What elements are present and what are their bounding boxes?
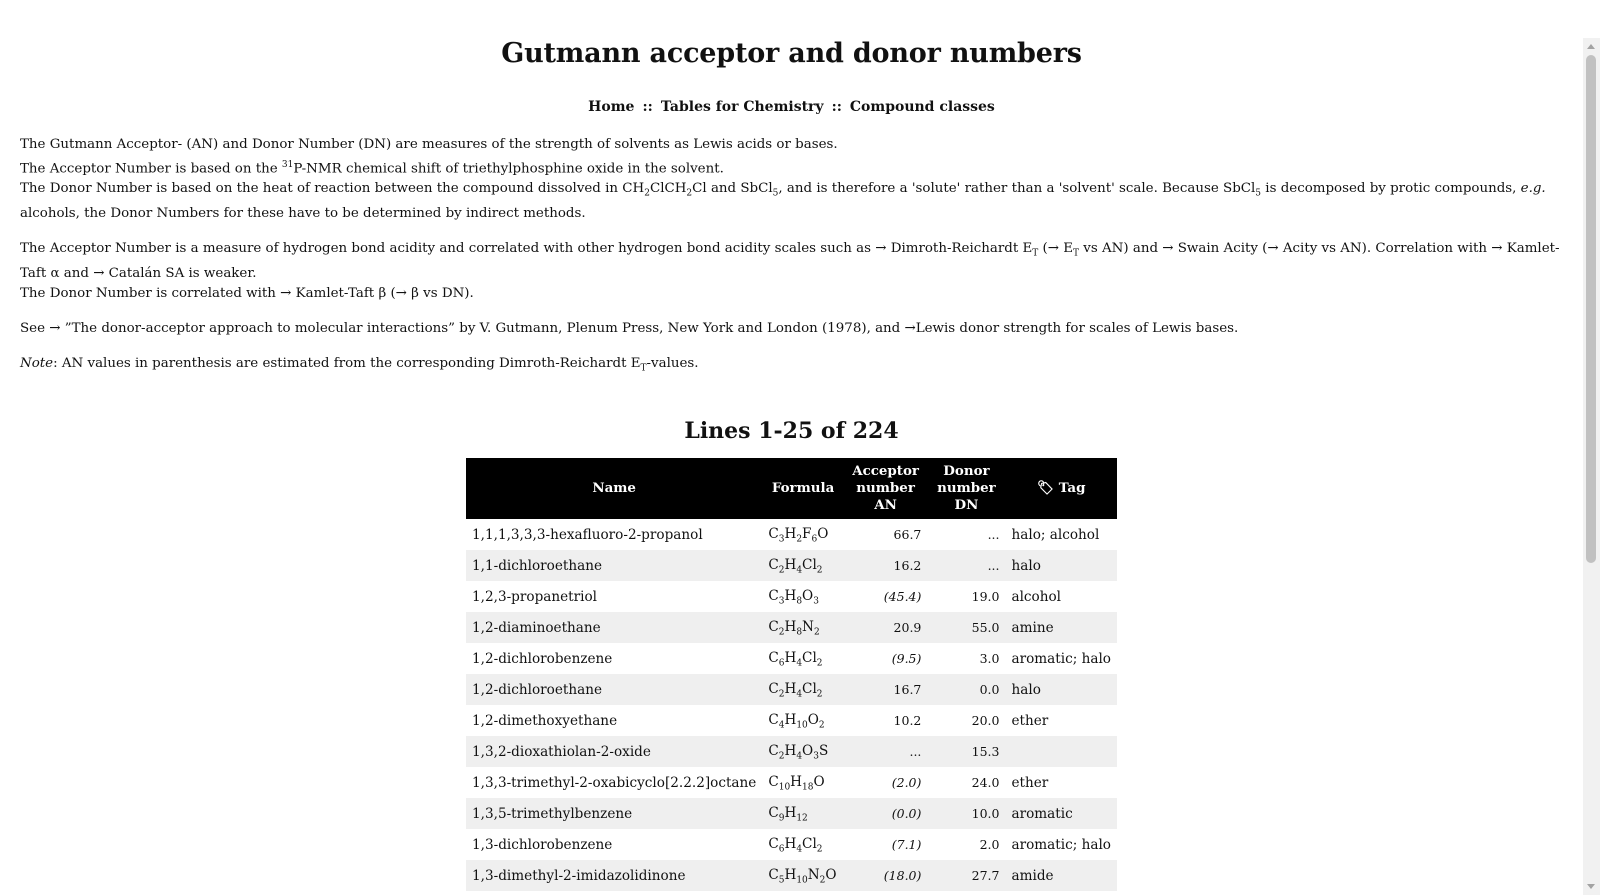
table-row [466,581,1117,612]
acceptor-number-cell: 16.2 [844,550,928,581]
acceptor-number-cell: (9.5) [891,651,922,667]
column-header-formula[interactable]: Formula [762,458,843,519]
name-cell[interactable]: 1,2-dichlorobenzene [472,650,613,667]
tag-cell: amide [1005,860,1117,891]
acceptor-number-cell: (2.0) [891,775,922,791]
donor-number-cell: 19.0 [971,589,1000,605]
tag-cell: aromatic [1005,798,1117,829]
donor-number-cell: 27.7 [927,860,1005,891]
formula-cell: $C_2H_8N_2$ [762,612,843,643]
acceptor-number-cell: 16.7 [844,674,928,705]
table-row [466,767,1117,798]
tag-cell: aromatic; halo [1011,650,1111,667]
name-cell[interactable]: 1,2-diaminoethane [466,612,762,643]
breadcrumb-separator: :: [831,99,842,115]
donor-number-cell: 20.0 [971,713,1000,729]
acceptor-number-cell: (7.1) [891,837,922,853]
acceptor-number-cell: (45.4) [883,589,922,605]
name-cell[interactable]: 1,2-dimethoxyethane [472,712,618,729]
page-title: Gutmann acceptor and donor numbers [501,38,1082,69]
table-row [466,798,1117,829]
table-row [466,519,1117,550]
tag-cell: halo; alcohol [1011,526,1100,543]
name-cell[interactable]: 1,3-dimethyl-2-imidazolidinone [466,860,762,891]
name-cell[interactable]: 1,1-dichloroethane [466,550,762,581]
acceptor-number-cell: ... [844,736,928,767]
table-row [466,829,1117,860]
scrollbar[interactable] [1583,38,1600,895]
table-row [466,674,1117,705]
note-paragraph: Note: AN values in parenthesis are estimated from the corresponding Dimroth-Reichardt $E_T$-values. [20,355,699,374]
data-table [466,458,1117,891]
intro-paragraph: The Donor Number is based on the heat of reaction between the compound dissolved in $CH_2ClCH_2Cl$ and SbCl$_5$, and is therefore a 'solute' rather than a 'solvent' scale. Because SbCl$_5$ is decomposed by protic compounds, e.g. alcohols, the Donor Numbers for these have to be determined by indirect methods. [20,181,1546,222]
formula-cell: $C_{10}H_{18}O$ [768,773,825,793]
name-cell[interactable]: 1,2-dichloroethane [466,674,762,705]
acceptor-number-cell: (0.0) [844,798,928,829]
formula-cell: $C_3H_8O_3$ [768,587,819,607]
acceptor-number-cell: 20.9 [844,612,928,643]
table-row [466,705,1117,736]
name-cell[interactable]: 1,1,1,3,3,3-hexafluoro-2-propanol [472,526,703,543]
formula-cell: $C_3H_2F_6O$ [768,525,829,545]
donor-number-cell: ... [927,550,1005,581]
formula-cell: $C_2H_4Cl_2$ [762,550,843,581]
formula-cell: $C_2H_4O_3S$ [762,736,843,767]
intro-paragraph: The Acceptor Number is a measure of hydrogen bond acidity and correlated with other hydrogen bond acidity scales such as → Dimroth-Reichardt $E_T$ (→ $E_T$ vs AN) and → Swain Acity (→ Acity vs AN). Correlation with → Kamlet-Taft α and → Catalán SA is weaker. [20,241,1560,281]
breadcrumb-home-link[interactable]: Home [588,99,635,115]
donor-number-cell: 15.3 [927,736,1005,767]
table-row [466,612,1117,643]
acceptor-number-cell: (18.0) [844,860,928,891]
intro-paragraph: The Donor Number is correlated with → Kamlet-Taft β (→ β vs DN). [20,285,474,301]
formula-cell: $C_6H_4Cl_2$ [768,835,823,855]
scroll-up-arrow-icon[interactable] [1587,44,1595,49]
formula-cell: $C_9H_{12}$ [762,798,843,829]
column-header-donor-number[interactable]: Donor number DN [927,458,1005,519]
breadcrumb-separator: :: [642,99,653,115]
name-cell[interactable]: 1,3-dichlorobenzene [472,836,613,853]
table-row [466,643,1117,674]
breadcrumb-classes-link[interactable]: Compound classes [849,99,995,115]
tag-cell: halo [1005,550,1117,581]
donor-number-cell: 2.0 [979,837,1000,853]
name-cell[interactable]: 1,3,2-dioxathiolan-2-oxide [466,736,762,767]
tag-cell: amine [1005,612,1117,643]
formula-cell: $C_6H_4Cl_2$ [768,649,823,669]
donor-number-cell: 0.0 [927,674,1005,705]
breadcrumb [20,99,1563,115]
table-row [466,550,1117,581]
donor-number-cell: 24.0 [971,775,1000,791]
table-row [466,736,1117,767]
name-cell[interactable]: 1,3,5-trimethylbenzene [466,798,762,829]
tag-cell: halo [1005,674,1117,705]
tag-cell: aromatic; halo [1011,836,1111,853]
intro-paragraph: The Acceptor Number is based on the $^{31}$P-NMR chemical shift of triethylphosphine oxide in the solvent. [20,160,724,177]
table-title: Lines 1-25 of 224 [684,418,899,445]
tag-cell: ether [1011,712,1049,729]
table-row [466,860,1117,891]
tag-cell: alcohol [1011,588,1062,605]
breadcrumb-tables-link[interactable]: Tables for Chemistry [660,99,824,115]
scroll-down-arrow-icon[interactable] [1587,884,1595,889]
column-header-tag[interactable]: 🏷 Tag [1005,458,1117,519]
formula-cell: $C_4H_{10}O_2$ [768,711,825,731]
donor-number-cell: 3.0 [979,651,1000,667]
acceptor-number-cell: 10.2 [893,713,922,729]
formula-cell: $C_5H_{10}N_2O$ [762,860,843,891]
page [0,38,1583,895]
name-cell[interactable]: 1,3,3-trimethyl-2-oxabicyclo[2.2.2]octane [472,774,757,791]
intro-paragraph: The Gutmann Acceptor- (AN) and Donor Number (DN) are measures of the strength of solvents as Lewis acids or bases. [20,137,838,152]
formula-cell: $C_2H_4Cl_2$ [762,674,843,705]
donor-number-cell: 10.0 [927,798,1005,829]
intro-paragraph: See → ”The donor-acceptor approach to molecular interactions” by V. Gutmann, Plenum Press, New York and London (1978), and →Lewis donor strength for scales of Lewis bases. [20,320,1239,336]
donor-number-cell: 55.0 [927,612,1005,643]
column-header-acceptor-number[interactable]: Acceptor number AN [844,458,928,519]
column-header-name[interactable]: Name [466,458,762,519]
tag-cell: ether [1011,774,1049,791]
tag-cell [1005,736,1117,767]
scrollbar-thumb[interactable] [1586,55,1596,563]
name-cell[interactable]: 1,2,3-propanetriol [472,588,598,605]
donor-number-cell: ... [987,527,1000,543]
intro-text [20,135,1563,378]
acceptor-number-cell: 66.7 [893,527,922,543]
